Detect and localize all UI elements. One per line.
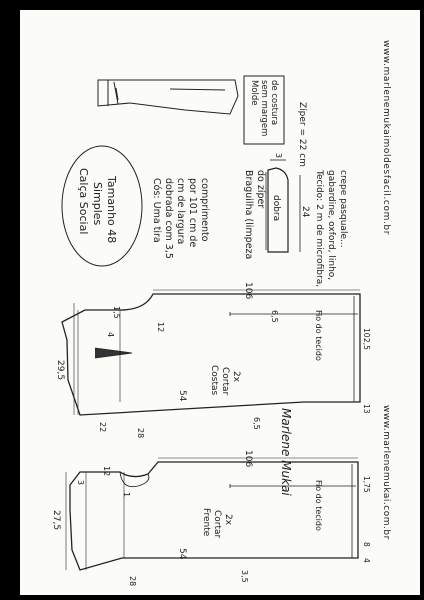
- front-dim-hem-side: 1,75: [362, 476, 371, 493]
- front-dim-crotch-a: 3: [76, 480, 85, 486]
- signature: [279, 408, 293, 496]
- back-label-line: 2x: [231, 371, 241, 383]
- cos-note: [151, 178, 210, 259]
- front-dim-top-width: 27,5: [51, 510, 61, 531]
- website-bottom: www.marlenemukai.com.br: [381, 405, 391, 540]
- title-line: Calça Social: [77, 168, 90, 235]
- molde-line: sem margem: [259, 80, 269, 137]
- svg-text:dobrada com 3,5: dobrada com 3,5: [163, 178, 174, 259]
- braguilha-note: [243, 170, 266, 259]
- back-piece: [55, 282, 371, 438]
- back-dim-knee-b: 13: [362, 404, 371, 414]
- front-dim-inseam: 54: [177, 548, 187, 560]
- svg-text:por 101 cm de: por 101 cm de: [187, 178, 198, 248]
- front-dim-crotch-b: 28: [128, 576, 137, 587]
- front-dim-pocket-a: 12: [102, 466, 111, 477]
- back-dim-crotch-b: 22: [98, 422, 107, 433]
- back-dim-hem-front: 6,5: [252, 417, 261, 430]
- molde-box: [244, 76, 284, 144]
- title-line: Simples: [91, 182, 104, 226]
- front-dim-hem-a: 4: [362, 558, 371, 563]
- back-dim-hem-a: 10: [362, 328, 371, 338]
- back-dim-hem-b: 2,5: [362, 338, 371, 350]
- front-dim-length: 106: [243, 450, 253, 468]
- title-oval: [62, 146, 142, 266]
- svg-text:comprimento: comprimento: [199, 178, 210, 242]
- back-grain-label: Fio do tecido: [314, 310, 323, 361]
- molde-line: Molde: [249, 80, 259, 106]
- back-dim-top-width: 29,5: [55, 360, 65, 381]
- website-top: www.marlenemukaimoldesfacil.com.br: [381, 40, 391, 236]
- front-dim-pocket-b: 1: [122, 492, 131, 498]
- back-dim-length: 106: [243, 282, 253, 300]
- svg-text:do zíper: do zíper: [255, 170, 266, 209]
- svg-text:crepe pasquale...: crepe pasquale...: [338, 170, 348, 248]
- back-dim-crotch-a: 4: [106, 332, 115, 338]
- back-dim-waist-rise: 1,5: [112, 306, 121, 319]
- front-label-line: 2x: [223, 514, 233, 526]
- front-dim-crotch-c: 3,5: [240, 570, 249, 583]
- fabric-note: [314, 169, 348, 287]
- svg-text:Marlene Mukai: Marlene Mukai: [279, 408, 293, 496]
- back-dim-inseam: 54: [177, 390, 187, 402]
- molde-line: de costura: [269, 80, 279, 126]
- back-label-line: Cortar: [220, 367, 230, 396]
- trousers-sketch: [98, 80, 238, 114]
- svg-text:Tecido: 2 m de microfibra,: Tecido: 2 m de microfibra,: [314, 170, 324, 288]
- braguilha-fold-label: dobra: [271, 195, 281, 222]
- svg-text:cm de largura: cm de largura: [175, 178, 186, 245]
- back-dim-dart: 12: [156, 322, 165, 333]
- svg-text:Cós: Uma tira: Cós: Uma tira: [151, 178, 162, 243]
- braguilha-length: 24: [300, 206, 310, 218]
- title-line: Tamanho 48: [105, 176, 118, 244]
- front-dim-hem-b: 8: [362, 542, 371, 547]
- back-label-line: Costas: [209, 365, 219, 396]
- back-dim-crotch-c: 28: [136, 428, 145, 439]
- svg-text:Braguilha (limpeza: Braguilha (limpeza: [243, 170, 254, 260]
- ziper-note: Zíper = 22 cm: [297, 102, 307, 167]
- pattern-sheet: [20, 10, 420, 595]
- front-label-line: Frente: [201, 508, 211, 537]
- front-piece: [51, 450, 371, 586]
- braguilha-width: 3: [274, 153, 283, 159]
- svg-text:gabardine, oxford, linho,: gabardine, oxford, linho,: [326, 170, 336, 281]
- pattern-drawing: [20, 10, 420, 595]
- braguilha-piece: [266, 153, 310, 252]
- front-grain-label: Fio do tecido: [314, 480, 323, 531]
- back-dim-hem-side: 6,5: [270, 310, 279, 323]
- front-label-line: Cortar: [212, 510, 222, 539]
